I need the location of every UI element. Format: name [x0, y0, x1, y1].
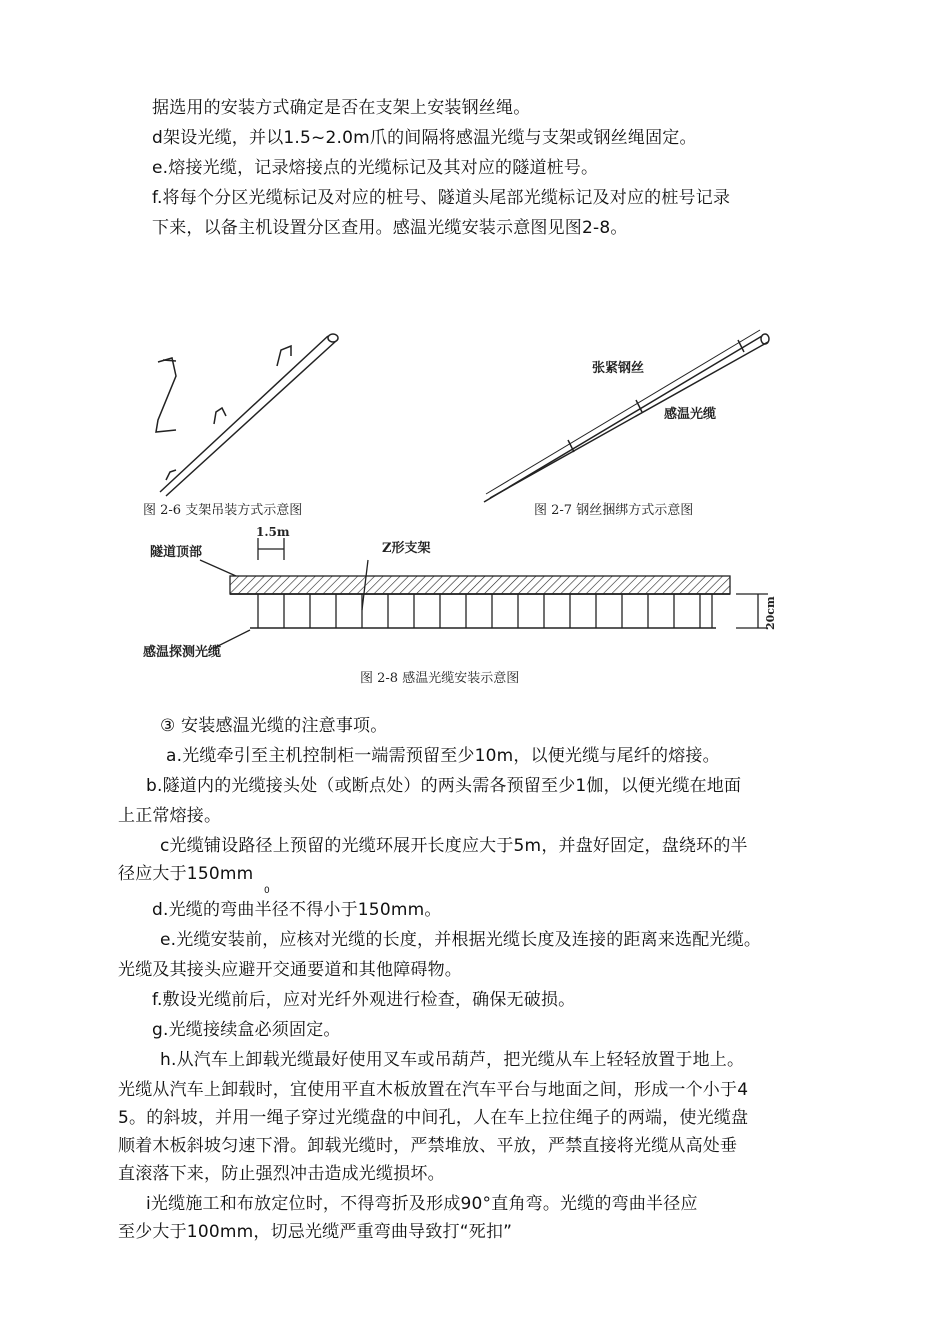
text-line: e.熔接光缆，记录熔接点的光缆标记及其对应的隧道桩号。 — [152, 158, 599, 178]
note-i-cont: 至少大于100mm，切忌光缆严重弯曲导致打“死扣” — [118, 1222, 513, 1242]
note-c-cont: 径应大于150mm — [118, 864, 254, 884]
note-f: f.敷设光缆前后，应对光纤外观进行检查，确保无破损。 — [152, 990, 576, 1010]
figure-2-7-drawing — [484, 330, 769, 502]
notes-heading: ③ 安装感温光缆的注意事项。 — [160, 716, 388, 736]
note-g: g.光缆接续盒必须固定。 — [152, 1020, 341, 1040]
note-i: i光缆施工和布放定位时，不得弯折及形成90°直角弯。光缆的弯曲半径应 — [146, 1194, 698, 1214]
note-c: c光缆铺设路径上预留的光缆环展开长度应大于5m，并盘好固定，盘绕环的半 — [160, 836, 748, 856]
note-h-cont: 光缆从汽车上卸载时，宜使用平直木板放置在汽车平台与地面之间，形成一个小于4 — [118, 1080, 749, 1100]
figure-2-7-label-wire: 张紧钢丝 — [592, 361, 645, 376]
figure-2-7-caption: 图 2-7 钢丝捆绑方式示意图 — [534, 503, 694, 518]
figure-2-8-drawing — [200, 538, 768, 648]
superscript-zero: 0 — [264, 886, 270, 896]
note-e-cont: 光缆及其接头应避开交通要道和其他障碍物。 — [118, 960, 462, 980]
note-h-cont: 5。的斜坡，并用一绳子穿过光缆盘的中间孔，人在车上拉住绳子的两端，使光缆盘 — [118, 1108, 749, 1128]
note-h-cont: 顺着木板斜坡匀速下滑。卸载光缆时，严禁堆放、平放，严禁直接将光缆从高处垂 — [118, 1136, 738, 1156]
note-h: h.从汽车上卸载光缆最好使用叉车或吊葫芦，把光缆从车上轻轻放置于地上。 — [160, 1050, 745, 1070]
note-e: e.光缆安装前，应核对光缆的长度，并根据光缆长度及连接的距离来选配光缆。 — [160, 930, 762, 950]
note-a: a.光缆牵引至主机控制柜一端需预留至少10m，以便光缆与尾纤的熔接。 — [166, 746, 720, 766]
figure-2-6-drawing — [156, 334, 338, 496]
figure-2-8-label-spacing: 1.5m — [256, 525, 290, 539]
figure-2-8-label-bracket: Z形支架 — [382, 541, 431, 556]
note-h-cont: 直滚落下来，防止强烈冲击造成光缆损坏。 — [118, 1164, 445, 1184]
figure-2-7-label-cable: 感温光缆 — [664, 407, 717, 422]
note-b: b.隧道内的光缆接头处（或断点处）的两头需各预留至少1伽，以便光缆在地面 — [146, 776, 742, 796]
figure-2-6-caption: 图 2-6 支架吊装方式示意图 — [143, 503, 303, 518]
figure-2-8-label-cable: 感温探测光缆 — [143, 645, 222, 660]
note-d: d.光缆的弯曲半径不得小于150mm。 — [152, 900, 442, 920]
figure-2-8-label-height: 20cm — [764, 596, 777, 630]
text-line: d架设光缆，并以1.5~2.0m爪的间隔将感温光缆与支架或钢丝绳固定。 — [152, 128, 697, 148]
text-line: f.将每个分区光缆标记及对应的桩号、隧道头尾部光缆标记及对应的桩号记录 — [152, 188, 731, 208]
figure-2-8-caption: 图 2-8 感温光缆安装示意图 — [360, 671, 520, 686]
note-b-cont: 上正常熔接。 — [118, 806, 222, 826]
text-line: 据选用的安装方式确定是否在支架上安装钢丝绳。 — [152, 98, 531, 118]
figure-2-8-label-top: 隧道顶部 — [150, 545, 203, 560]
text-line: 下来，以备主机设置分区查用。感温光缆安装示意图见图2-8。 — [152, 218, 628, 238]
